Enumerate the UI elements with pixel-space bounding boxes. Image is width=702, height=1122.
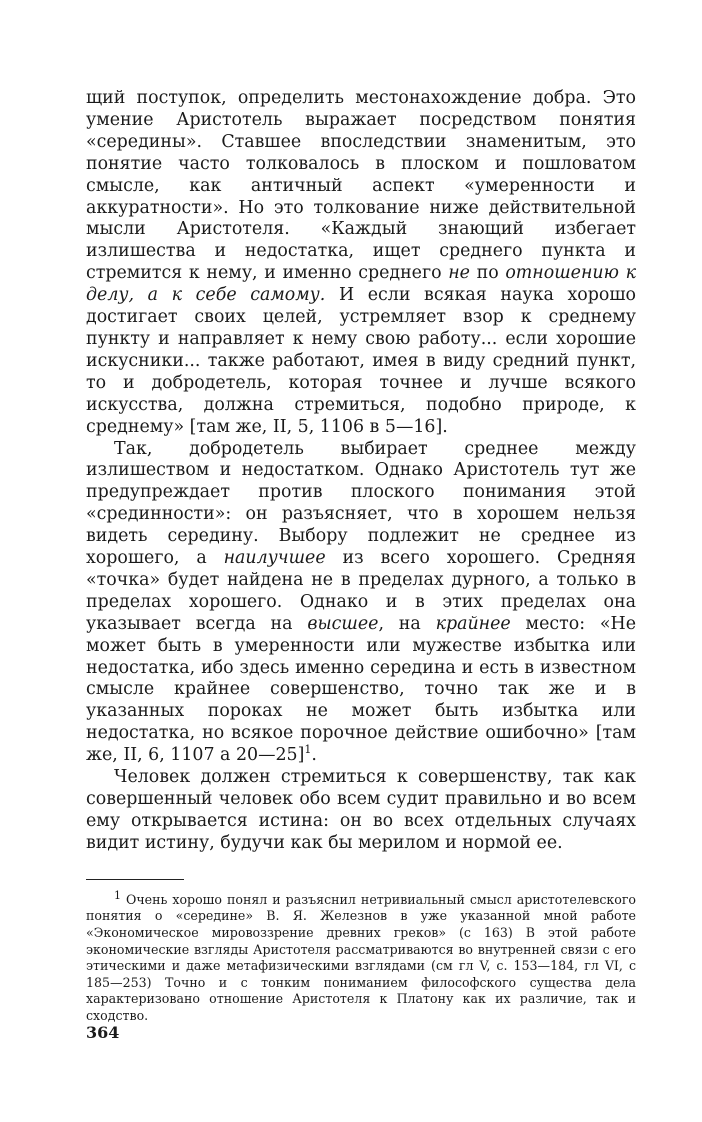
emphasis-text: крайнее	[435, 613, 511, 634]
text-run: , на	[378, 613, 436, 634]
emphasis-text: отношению к делу, а к себе самому.	[86, 263, 636, 306]
text-run: И если всякая наука хорошо достигает своих целей, устремляет взор к среднему пункту и направляет к нему свою работу... если хорошие искусники... также работают, имея в виду средний пункт, то и добродетель, которая точнее и лучше всякого искусства, должна стремиться, подобно природе, к среднему» [там же, II, 5, 1106 в 5—16].	[86, 285, 636, 437]
page-number: 364	[86, 1023, 120, 1042]
text-run: щий поступок, определить местонахождение добра. Это умение Аристотель выражает посредством понятия «середины». Ставшее впоследствии знаменитым, это понятие часто толковалось в плоском и пошловатом смысле, как античный аспект «умеренности и аккуратности». Но это толкование ниже действительной мысли Аристотеля. «Каждый знающий избегает излишества и недостатка, ищет среднего пункта и стремится к нему, и именно среднего	[86, 88, 636, 284]
text-run: из всего хорошего. Средняя «точка» будет найдена не в пределах дурного, а только в пределах хорошего. Однако и в этих пределах она указывает всегда на	[86, 548, 637, 634]
emphasis-text: наилучшее	[223, 548, 326, 569]
text-run: .	[311, 745, 317, 766]
paragraph	[86, 88, 636, 439]
footnote-ref: 1	[304, 743, 312, 757]
text-run: Очень хорошо понял и разъяснил нетривиальный смысл аристотелевского понятия о «середине» В. Я. Железнов в уже указанной мной работе «Экономическое мировоззрение древних греков» (с 163) В этой работе экономические взгляды Аристотеля рассматриваются во внутренней связи с его этическими и даже метафизическими взглядами (см гл V, с. 153—184, гл VI, с 185—253) Точно и с тонким пониманием философского существа дела характеризовано отношение Аристотеля к Платону как их различие, так и сходство.	[86, 891, 636, 1023]
paragraph	[86, 767, 636, 855]
footnote-ref: 1	[114, 888, 121, 902]
emphasis-text: не	[448, 263, 470, 284]
footnote-paragraph	[86, 888, 636, 1025]
text-run: место: «Не может быть в умеренности или мужестве избытка или недостатка, ибо здесь именно середина и есть в известном смысле крайнее совершенство, точно так же и в указанных пороках не может быть избытка или недостатка, но всякое порочное действие ошибочно» [там же, II, 6, 1107 а 20—25]	[86, 613, 636, 766]
paragraph	[86, 439, 636, 768]
text-run: по	[469, 263, 506, 284]
emphasis-text: высшее	[307, 613, 379, 634]
text-run: Человек должен стремиться к совершенству, так как совершенный человек обо всем судит правильно и во всем ему открывается истина: он во всех отдельных случаях видит истину, будучи как бы мерилом и нормой ее.	[86, 767, 636, 853]
footnote	[86, 888, 636, 1025]
footnote-separator	[86, 879, 184, 880]
main-text	[86, 88, 636, 855]
text-run: Так, добродетель выбирает среднее между излишеством и недостатком. Однако Аристотель тут же предупреждает против плоского понимания этой «срединности»: он разъясняет, что в хорошем нельзя видеть середину. Выбору подлежит не среднее из хорошего, а	[86, 438, 636, 569]
